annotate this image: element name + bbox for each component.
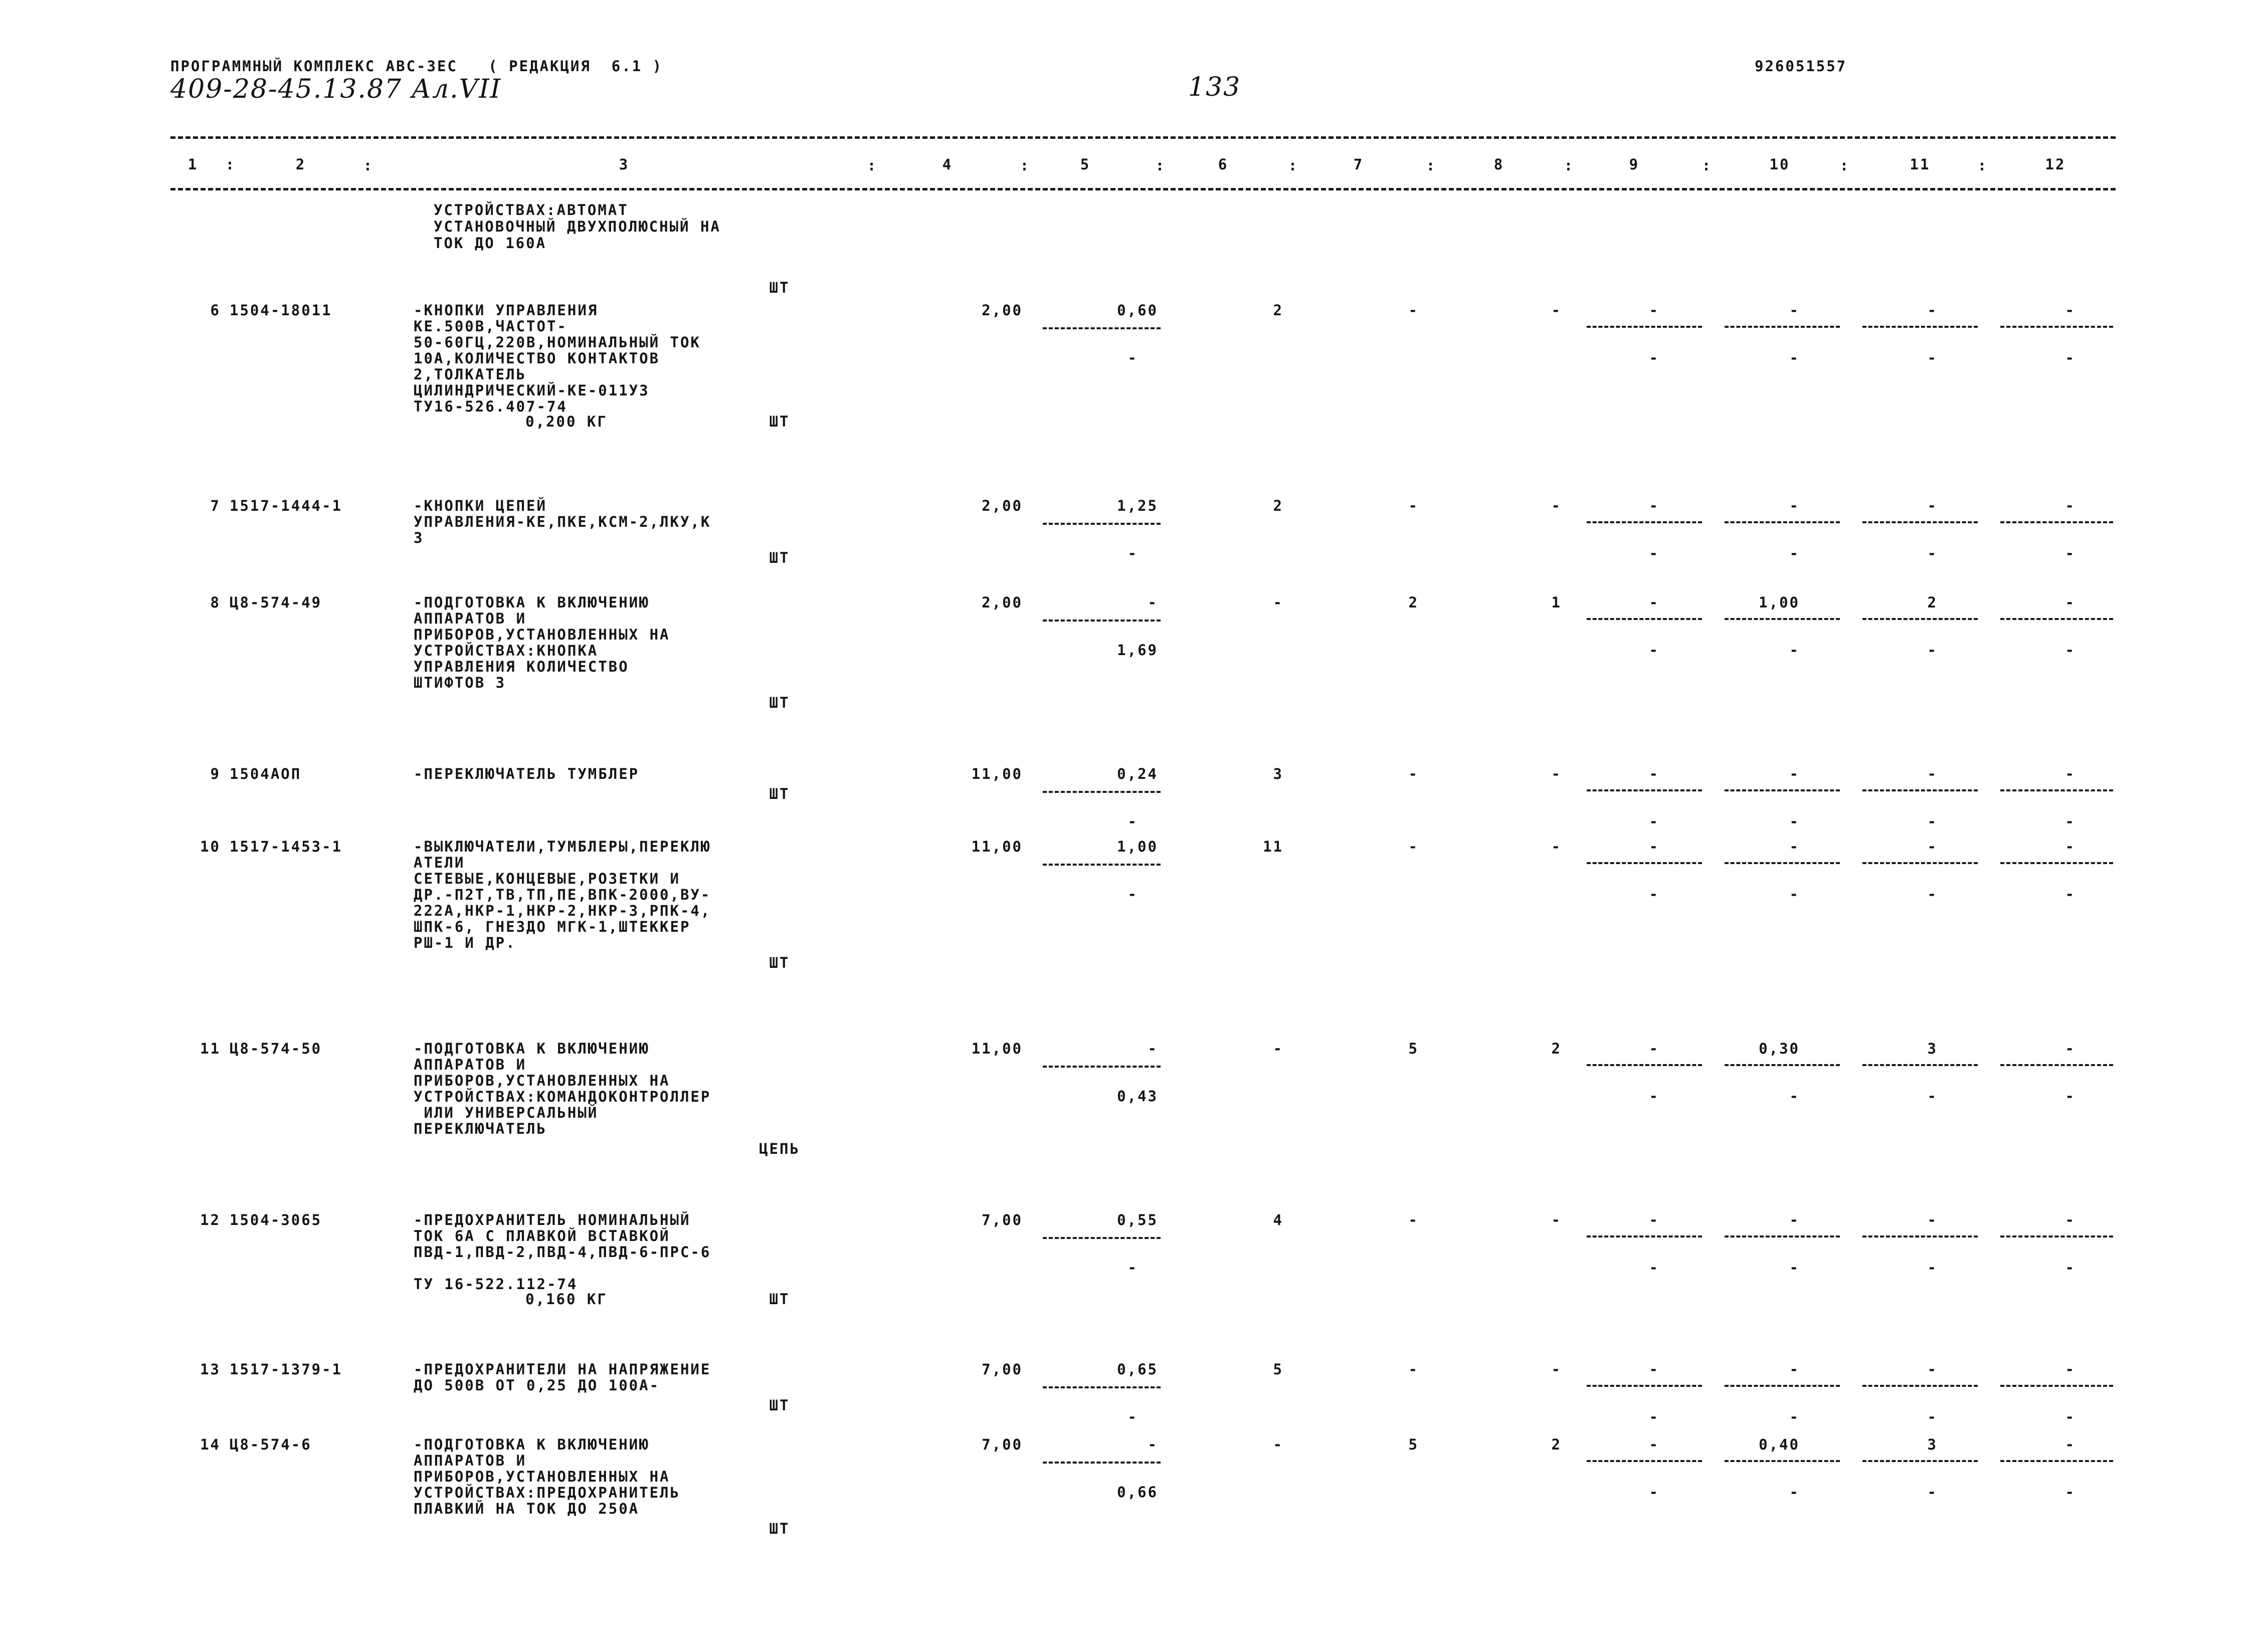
column-separator: : bbox=[867, 157, 878, 174]
col9-lower-value: - bbox=[1649, 349, 1659, 366]
description-line: УСТРОЙСТВАХ:ПРЕДОХРАНИТЕЛЬ bbox=[414, 1484, 680, 1501]
col7-value: - bbox=[1408, 838, 1419, 855]
col12-lower-value: - bbox=[2065, 1259, 2076, 1276]
col11-lower-value: - bbox=[1927, 642, 1938, 659]
description-line: ДР.-П2Т,ТВ,ТП,ПЕ,ВПК-2000,ВУ- bbox=[414, 886, 711, 903]
col9-value: - bbox=[1649, 1040, 1659, 1057]
description-line: -ПРЕДОХРАНИТЕЛИ НА НАПРЯЖЕНИЕ bbox=[414, 1361, 711, 1378]
col12-value: - bbox=[2065, 838, 2076, 855]
description-line: -ПРЕДОХРАНИТЕЛЬ НОМИНАЛЬНЫЙ bbox=[414, 1211, 691, 1228]
col12-lower-value: - bbox=[2065, 545, 2076, 562]
column-separator: : bbox=[1020, 157, 1031, 174]
col5-value: 1,25 bbox=[1117, 497, 1158, 514]
row-number: 11 bbox=[200, 1040, 221, 1057]
col8-value: - bbox=[1551, 302, 1562, 319]
row-number: 8 bbox=[210, 594, 221, 611]
col5-lower-value: - bbox=[1127, 1408, 1138, 1425]
unit-label: ШТ bbox=[769, 549, 790, 566]
description-line: УСТАНОВОЧНЫЙ ДВУХПОЛЮСНЫЙ НА bbox=[434, 218, 721, 235]
col9-divider bbox=[1587, 789, 1702, 791]
column-separator: : bbox=[1564, 157, 1575, 174]
col10-divider bbox=[1725, 618, 1840, 620]
col7-value: - bbox=[1408, 1361, 1419, 1378]
table-header-rule bbox=[170, 188, 2116, 190]
col6-value: 4 bbox=[1273, 1211, 1283, 1228]
description-line: ПЛАВКИЙ НА ТОК ДО 250А bbox=[414, 1500, 640, 1517]
description-line: ПРИБОРОВ,УСТАНОВЛЕННЫХ НА bbox=[414, 1072, 670, 1089]
col12-value: - bbox=[2065, 1040, 2076, 1057]
col5-lower-value: - bbox=[1127, 545, 1138, 562]
col12-value: - bbox=[2065, 765, 2076, 782]
col6-value: - bbox=[1273, 594, 1283, 611]
col9-value: - bbox=[1649, 497, 1659, 514]
description-line: УПРАВЛЕНИЯ КОЛИЧЕСТВО bbox=[414, 658, 629, 675]
col9-divider bbox=[1587, 1235, 1702, 1237]
col10-value: 0,40 bbox=[1759, 1436, 1800, 1453]
quantity-value: 2,00 bbox=[982, 594, 1023, 611]
col11-value: 3 bbox=[1927, 1040, 1938, 1057]
col7-value: - bbox=[1408, 497, 1419, 514]
col10-lower-value: - bbox=[1789, 813, 1800, 830]
unit-label: ШТ bbox=[769, 694, 790, 711]
description-line: ШТИФТОВ 3 bbox=[414, 674, 506, 691]
col9-lower-value: - bbox=[1649, 1088, 1659, 1105]
col11-value: - bbox=[1927, 1361, 1938, 1378]
description-line: 10А,КОЛИЧЕСТВО КОНТАКТОВ bbox=[414, 350, 660, 367]
col5-value: 0,24 bbox=[1117, 765, 1158, 782]
col5-divider bbox=[1043, 327, 1161, 329]
col5-divider bbox=[1043, 791, 1161, 793]
col9-value: - bbox=[1649, 302, 1659, 319]
description-line: ТОК 6А С ПЛАВКОЙ ВСТАВКОЙ bbox=[414, 1227, 670, 1245]
col5-lower-value: 1,69 bbox=[1117, 642, 1158, 659]
quantity-value: 7,00 bbox=[982, 1361, 1023, 1378]
col10-value: - bbox=[1789, 1211, 1800, 1228]
col11-value: - bbox=[1927, 497, 1938, 514]
column-separator: : bbox=[1702, 157, 1713, 174]
column-separator: : bbox=[1288, 157, 1299, 174]
col11-value: - bbox=[1927, 302, 1938, 319]
col11-divider bbox=[1862, 1235, 1978, 1237]
col9-divider bbox=[1587, 326, 1702, 328]
col11-lower-value: - bbox=[1927, 1484, 1938, 1501]
col9-lower-value: - bbox=[1649, 1484, 1659, 1501]
col11-divider bbox=[1862, 789, 1978, 791]
col8-value: 1 bbox=[1551, 594, 1562, 611]
col5-lower-value: 0,43 bbox=[1117, 1088, 1158, 1105]
col5-value: - bbox=[1148, 594, 1158, 611]
col12-value: - bbox=[2065, 1436, 2076, 1453]
col12-lower-value: - bbox=[2065, 1088, 2076, 1105]
col11-value: - bbox=[1927, 765, 1938, 782]
item-code: 1517-1453-1 bbox=[230, 838, 343, 855]
col9-divider bbox=[1587, 521, 1702, 523]
col11-value: 3 bbox=[1927, 1436, 1938, 1453]
description-line: АТЕЛИ bbox=[414, 854, 465, 871]
col5-value: - bbox=[1148, 1436, 1158, 1453]
col5-lower-value: - bbox=[1127, 813, 1138, 830]
col7-value: - bbox=[1408, 1211, 1419, 1228]
column-separator: : bbox=[1977, 157, 1988, 174]
col8-value: 2 bbox=[1551, 1040, 1562, 1057]
col9-divider bbox=[1587, 618, 1702, 620]
col9-value: - bbox=[1649, 838, 1659, 855]
row-number: 14 bbox=[200, 1436, 221, 1453]
col5-lower-value: - bbox=[1127, 886, 1138, 903]
unit-label: ШТ bbox=[769, 1520, 790, 1537]
mass-value: 0,200 КГ bbox=[525, 413, 608, 430]
col9-value: - bbox=[1649, 765, 1659, 782]
description-line: УСТРОЙСТВАХ:КНОПКА bbox=[414, 642, 599, 659]
col11-lower-value: - bbox=[1927, 1088, 1938, 1105]
description-line: ДО 500В ОТ 0,25 ДО 100А- bbox=[414, 1377, 660, 1394]
col10-lower-value: - bbox=[1789, 1088, 1800, 1105]
col11-value: 2 bbox=[1927, 594, 1938, 611]
item-code: Ц8-574-50 bbox=[230, 1040, 322, 1057]
col11-lower-value: - bbox=[1927, 1259, 1938, 1276]
column-header-5: 5 bbox=[1080, 156, 1091, 173]
description-line: ИЛИ УНИВЕРСАЛЬНЫЙ bbox=[414, 1104, 599, 1121]
col10-lower-value: - bbox=[1789, 642, 1800, 659]
row-number: 9 bbox=[210, 765, 221, 782]
row-number: 12 bbox=[200, 1211, 221, 1228]
col12-lower-value: - bbox=[2065, 1408, 2076, 1425]
quantity-value: 2,00 bbox=[982, 302, 1023, 319]
col11-value: - bbox=[1927, 1211, 1938, 1228]
col5-divider bbox=[1043, 864, 1161, 866]
col10-lower-value: - bbox=[1789, 886, 1800, 903]
description-line: 50-60ГЦ,220В,НОМИНАЛЬНЫЙ ТОК bbox=[414, 334, 701, 351]
description-line: ПРИБОРОВ,УСТАНОВЛЕННЫХ НА bbox=[414, 1468, 670, 1485]
col12-value: - bbox=[2065, 1211, 2076, 1228]
col10-divider bbox=[1725, 862, 1840, 864]
col10-divider bbox=[1725, 789, 1840, 791]
description-line: ПВД-1,ПВД-2,ПВД-4,ПВД-6-ПРС-6 bbox=[414, 1244, 711, 1261]
row-number: 10 bbox=[200, 838, 221, 855]
description-line: АППАРАТОВ И bbox=[414, 610, 527, 627]
col10-divider bbox=[1725, 326, 1840, 328]
col5-lower-value: 0,66 bbox=[1117, 1484, 1158, 1501]
col10-lower-value: - bbox=[1789, 1408, 1800, 1425]
description-line: 3 bbox=[414, 529, 424, 546]
handwritten-doc-code: 409-28-45.13.87 Ал.VII bbox=[170, 74, 502, 104]
description-line: -КНОПКИ УПРАВЛЕНИЯ bbox=[414, 302, 599, 319]
col11-lower-value: - bbox=[1927, 349, 1938, 366]
col5-divider bbox=[1043, 620, 1161, 622]
description-line: -ПОДГОТОВКА К ВКЛЮЧЕНИЮ bbox=[414, 594, 650, 611]
col12-value: - bbox=[2065, 302, 2076, 319]
col6-value: - bbox=[1273, 1040, 1283, 1057]
item-code: 1517-1379-1 bbox=[230, 1361, 343, 1378]
col9-divider bbox=[1587, 862, 1702, 864]
program-header: ПРОГРАММНЫЙ КОМПЛЕКС АВС-3ЕС ( РЕДАКЦИЯ 6.1 ) bbox=[170, 58, 663, 75]
column-header-colon: : bbox=[225, 156, 236, 173]
quantity-value: 11,00 bbox=[971, 838, 1023, 855]
item-code: Ц8-574-49 bbox=[230, 594, 322, 611]
col12-divider bbox=[2000, 789, 2113, 791]
col7-value: 5 bbox=[1408, 1040, 1419, 1057]
col9-divider bbox=[1587, 1385, 1702, 1387]
description-line: ТОК ДО 160А bbox=[434, 235, 547, 252]
col10-divider bbox=[1725, 1385, 1840, 1387]
unit-label: ШТ bbox=[769, 1291, 790, 1308]
col12-divider bbox=[2000, 1235, 2113, 1237]
col11-divider bbox=[1862, 521, 1978, 523]
col10-value: - bbox=[1789, 765, 1800, 782]
column-separator: : bbox=[363, 157, 374, 174]
description-line: ПРИБОРОВ,УСТАНОВЛЕННЫХ НА bbox=[414, 626, 670, 643]
col9-value: - bbox=[1649, 594, 1659, 611]
col11-lower-value: - bbox=[1927, 813, 1938, 830]
col8-value: - bbox=[1551, 838, 1562, 855]
description-line: ТУ 16-522.112-74 bbox=[414, 1276, 578, 1293]
column-header-9: 9 bbox=[1629, 156, 1640, 173]
col7-value: 2 bbox=[1408, 594, 1419, 611]
description-line: -ПЕРЕКЛЮЧАТЕЛЬ ТУМБЛЕР bbox=[414, 765, 640, 782]
col12-lower-value: - bbox=[2065, 813, 2076, 830]
col5-divider bbox=[1043, 1066, 1161, 1068]
quantity-value: 11,00 bbox=[971, 765, 1023, 782]
row-number: 7 bbox=[210, 497, 221, 514]
col9-lower-value: - bbox=[1649, 1408, 1659, 1425]
quantity-value: 2,00 bbox=[982, 497, 1023, 514]
col5-divider bbox=[1043, 1237, 1161, 1239]
col8-value: - bbox=[1551, 497, 1562, 514]
column-header-6: 6 bbox=[1218, 156, 1229, 173]
description-line: УПРАВЛЕНИЯ-КЕ,ПКЕ,КСМ-2,ЛКУ,К bbox=[414, 513, 711, 530]
col9-divider bbox=[1587, 1460, 1702, 1462]
col9-value: - bbox=[1649, 1361, 1659, 1378]
column-header-3: 3 bbox=[619, 156, 630, 173]
col12-value: - bbox=[2065, 594, 2076, 611]
col12-divider bbox=[2000, 1064, 2113, 1066]
description-line: ТУ16-526.407-74 bbox=[414, 398, 568, 415]
quantity-value: 7,00 bbox=[982, 1211, 1023, 1228]
col10-lower-value: - bbox=[1789, 545, 1800, 562]
document-number: 926051557 bbox=[1755, 58, 1847, 75]
col10-divider bbox=[1725, 521, 1840, 523]
col8-value: 2 bbox=[1551, 1436, 1562, 1453]
col12-value: - bbox=[2065, 497, 2076, 514]
unit-label: ЦЕПЬ bbox=[759, 1140, 800, 1157]
description-line: КЕ.500В,ЧАСТОТ- bbox=[414, 318, 568, 335]
col11-divider bbox=[1862, 862, 1978, 864]
unit-label: ШТ bbox=[769, 279, 790, 296]
description-line: УСТРОЙСТВАХ:АВТОМАТ bbox=[434, 201, 629, 219]
mass-value: 0,160 КГ bbox=[525, 1291, 608, 1308]
col8-value: - bbox=[1551, 1211, 1562, 1228]
col12-lower-value: - bbox=[2065, 886, 2076, 903]
col5-divider bbox=[1043, 1462, 1161, 1464]
column-header-4: 4 bbox=[942, 156, 953, 173]
column-separator: : bbox=[1426, 157, 1437, 174]
col10-lower-value: - bbox=[1789, 1484, 1800, 1501]
col11-divider bbox=[1862, 1064, 1978, 1066]
col9-value: - bbox=[1649, 1211, 1659, 1228]
item-code: 1504-18011 bbox=[230, 302, 332, 319]
col11-divider bbox=[1862, 1385, 1978, 1387]
col5-value: 0,65 bbox=[1117, 1361, 1158, 1378]
col6-value: - bbox=[1273, 1436, 1283, 1453]
col5-lower-value: - bbox=[1127, 1259, 1138, 1276]
col5-value: 0,60 bbox=[1117, 302, 1158, 319]
column-separator: : bbox=[1155, 157, 1166, 174]
description-line: РШ-1 И ДР. bbox=[414, 934, 516, 951]
col5-value: - bbox=[1148, 1040, 1158, 1057]
col10-divider bbox=[1725, 1460, 1840, 1462]
col6-value: 5 bbox=[1273, 1361, 1283, 1378]
col11-value: - bbox=[1927, 838, 1938, 855]
description-line: -ПОДГОТОВКА К ВКЛЮЧЕНИЮ bbox=[414, 1040, 650, 1057]
col9-lower-value: - bbox=[1649, 813, 1659, 830]
column-separator: : bbox=[1839, 157, 1850, 174]
column-header-1: 1 bbox=[187, 156, 199, 173]
col5-lower-value: - bbox=[1127, 349, 1138, 366]
col7-value: - bbox=[1408, 765, 1419, 782]
column-header-8: 8 bbox=[1493, 156, 1504, 173]
col10-value: - bbox=[1789, 838, 1800, 855]
description-line: АППАРАТОВ И bbox=[414, 1452, 527, 1469]
column-header-2: 2 bbox=[295, 156, 306, 173]
col9-lower-value: - bbox=[1649, 1259, 1659, 1276]
col12-value: - bbox=[2065, 1361, 2076, 1378]
col5-value: 0,55 bbox=[1117, 1211, 1158, 1228]
col7-value: - bbox=[1408, 302, 1419, 319]
col12-lower-value: - bbox=[2065, 642, 2076, 659]
col8-value: - bbox=[1551, 1361, 1562, 1378]
col6-value: 3 bbox=[1273, 765, 1283, 782]
col11-divider bbox=[1862, 326, 1978, 328]
description-line: ЦИЛИНДРИЧЕСКИЙ-КЕ-011У3 bbox=[414, 382, 650, 399]
col11-lower-value: - bbox=[1927, 1408, 1938, 1425]
col9-lower-value: - bbox=[1649, 545, 1659, 562]
unit-label: ШТ bbox=[769, 413, 790, 430]
table-top-rule bbox=[170, 136, 2116, 139]
item-code: Ц8-574-6 bbox=[230, 1436, 312, 1453]
col10-value: - bbox=[1789, 497, 1800, 514]
col12-lower-value: - bbox=[2065, 1484, 2076, 1501]
col10-divider bbox=[1725, 1235, 1840, 1237]
description-line: -ВЫКЛЮЧАТЕЛИ,ТУМБЛЕРЫ,ПЕРЕКЛЮ bbox=[414, 838, 711, 855]
col10-divider bbox=[1725, 1064, 1840, 1066]
column-header-10: 10 bbox=[1769, 156, 1790, 173]
quantity-value: 11,00 bbox=[971, 1040, 1023, 1057]
col10-lower-value: - bbox=[1789, 349, 1800, 366]
col6-value: 11 bbox=[1263, 838, 1283, 855]
description-line: 2,ТОЛКАТЕЛЬ bbox=[414, 366, 527, 383]
col10-value: 0,30 bbox=[1759, 1040, 1800, 1057]
unit-label: ШТ bbox=[769, 954, 790, 971]
col9-lower-value: - bbox=[1649, 886, 1659, 903]
col11-divider bbox=[1862, 1460, 1978, 1462]
col12-divider bbox=[2000, 1460, 2113, 1462]
col12-divider bbox=[2000, 326, 2113, 328]
item-code: 1504-3065 bbox=[230, 1211, 322, 1228]
col10-value: - bbox=[1789, 302, 1800, 319]
col12-divider bbox=[2000, 521, 2113, 523]
col12-divider bbox=[2000, 1385, 2113, 1387]
row-number: 13 bbox=[200, 1361, 221, 1378]
col10-value: - bbox=[1789, 1361, 1800, 1378]
description-line: СЕТЕВЫЕ,КОНЦЕВЫЕ,РОЗЕТКИ И bbox=[414, 870, 680, 887]
col6-value: 2 bbox=[1273, 302, 1283, 319]
col5-divider bbox=[1043, 523, 1161, 525]
description-line: -КНОПКИ ЦЕПЕЙ bbox=[414, 497, 547, 514]
item-code: 1504АОП bbox=[230, 765, 302, 782]
col9-divider bbox=[1587, 1064, 1702, 1066]
row-number: 6 bbox=[210, 302, 221, 319]
col5-divider bbox=[1043, 1386, 1161, 1388]
col11-lower-value: - bbox=[1927, 886, 1938, 903]
description-line: АППАРАТОВ И bbox=[414, 1056, 527, 1073]
item-code: 1517-1444-1 bbox=[230, 497, 343, 514]
col10-value: 1,00 bbox=[1759, 594, 1800, 611]
description-line: УСТРОЙСТВАХ:КОМАНДОКОНТРОЛЛЕР bbox=[414, 1088, 711, 1105]
col5-value: 1,00 bbox=[1117, 838, 1158, 855]
quantity-value: 7,00 bbox=[982, 1436, 1023, 1453]
description-line: -ПОДГОТОВКА К ВКЛЮЧЕНИЮ bbox=[414, 1436, 650, 1453]
column-header-7: 7 bbox=[1353, 156, 1364, 173]
unit-label: ШТ bbox=[769, 785, 790, 802]
col12-divider bbox=[2000, 862, 2113, 864]
col9-lower-value: - bbox=[1649, 642, 1659, 659]
column-header-11: 11 bbox=[1910, 156, 1931, 173]
col10-lower-value: - bbox=[1789, 1259, 1800, 1276]
col8-value: - bbox=[1551, 765, 1562, 782]
description-line: ШПК-6, ГНЕЗДО МГК-1,ШТЕККЕР bbox=[414, 918, 691, 935]
description-line: ПЕРЕКЛЮЧАТЕЛЬ bbox=[414, 1120, 547, 1137]
column-header-12: 12 bbox=[2045, 156, 2066, 173]
description-line: 222А,НКР-1,НКР-2,НКР-3,РПК-4, bbox=[414, 902, 711, 919]
col11-divider bbox=[1862, 618, 1978, 620]
unit-label: ШТ bbox=[769, 1397, 790, 1414]
col12-lower-value: - bbox=[2065, 349, 2076, 366]
col12-divider bbox=[2000, 618, 2113, 620]
col6-value: 2 bbox=[1273, 497, 1283, 514]
page-number: 133 bbox=[1188, 72, 1241, 102]
col9-value: - bbox=[1649, 1436, 1659, 1453]
col7-value: 5 bbox=[1408, 1436, 1419, 1453]
col11-lower-value: - bbox=[1927, 545, 1938, 562]
